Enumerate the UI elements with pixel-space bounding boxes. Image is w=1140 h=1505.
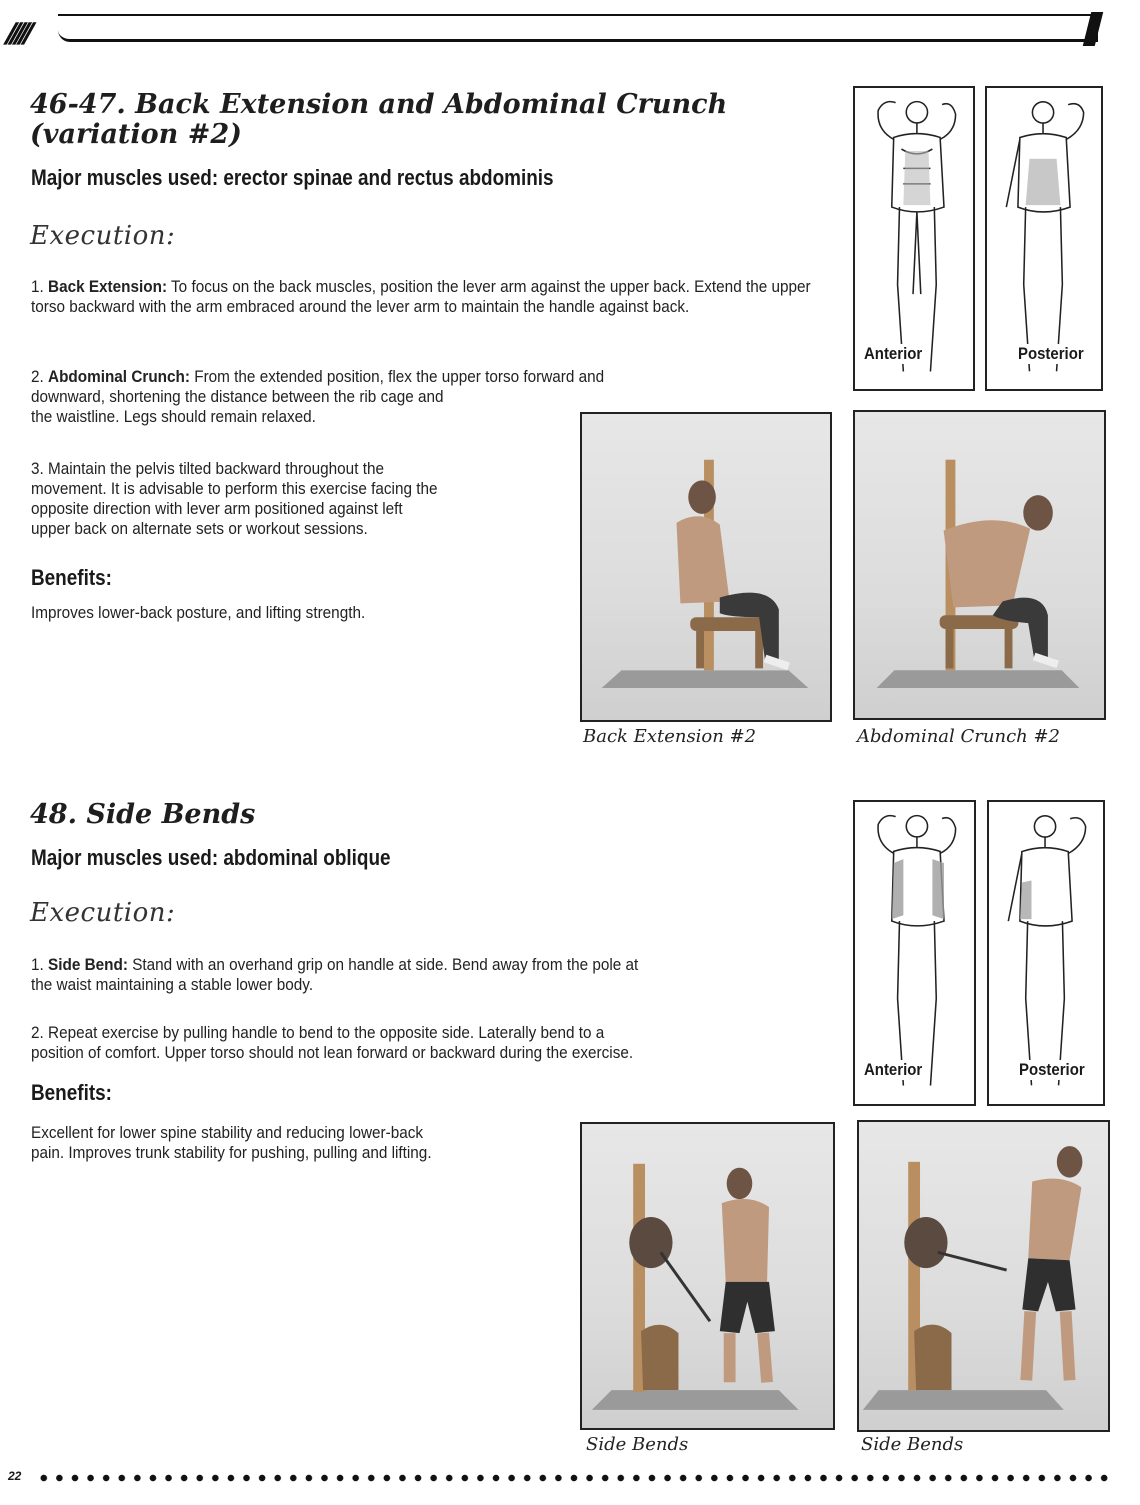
section2-benefits-heading: Benefits: [31, 1080, 112, 1105]
section1-major-muscles: Major muscles used: erector spinae and rectus abdominis [31, 165, 554, 190]
section2-major-muscles: Major muscles used: abdominal oblique [31, 845, 391, 870]
header-slashes: ///// [3, 18, 31, 51]
back-extension-figure [582, 414, 830, 720]
section1-caption-right: Abdominal Crunch #2 [857, 726, 1061, 747]
section2-execution-heading: Execution: [30, 898, 176, 928]
section1-benefits-text: Improves lower-back posture, and lifting strength. [31, 603, 366, 622]
header-bar [58, 14, 1098, 42]
abdominal-crunch-figure [855, 412, 1104, 718]
section1-step2: 2. Abdominal Crunch: From the extended position, flex the upper torso forward and downward, shortening the distance between the rib cage and the waistline. Legs should remain relaxed. [31, 367, 605, 426]
section1-benefits-heading: Benefits: [31, 565, 112, 590]
section1-caption-left: Back Extension #2 [583, 726, 757, 747]
section1-step3: 3. Maintain the pelvis tilted backward throughout the movement. It is advisable to perform this exercise facing the opposite direction with lever arm positioned against left upper back on alternate sets or workout sessions. [31, 459, 438, 538]
side-bends-figure [582, 1124, 833, 1428]
section1-step1: 1. Back Extension: To focus on the back muscles, position the lever arm against the upper back. Extend the upper torso backward with the arm embraced around the lever arm to maintain the handle against back. [31, 277, 811, 316]
page-number: 22 [8, 1469, 22, 1483]
posterior-figure-icon [989, 802, 1103, 1104]
anterior-figure-icon [855, 802, 974, 1104]
step2-label: Abdominal Crunch: [48, 367, 190, 386]
step1-label: Back Extension: [48, 277, 168, 296]
side-bends-photo-left [580, 1122, 835, 1430]
side-bends-figure [859, 1122, 1108, 1430]
side-bends-photo-right [857, 1120, 1110, 1432]
section2-caption-right: Side Bends [861, 1434, 964, 1455]
section2-caption-left: Side Bends [586, 1434, 689, 1455]
section2-title: 48. Side Bends [30, 799, 256, 830]
section2-anterior-label: Anterior [864, 1060, 923, 1079]
side-bend-label: Side Bend: [48, 955, 128, 974]
back-extension-photo [580, 412, 832, 722]
section1-title-line2: (variation #2) [30, 119, 242, 150]
section1-anterior-label: Anterior [864, 344, 923, 363]
section2-step1: 1. Side Bend: Stand with an overhand grip on handle at side. Bend away from the pole at the waist maintaining a stable lower body. [31, 955, 639, 994]
section2-benefits-text: Excellent for lower spine stability and reducing lower-back pain. Improves trunk stability for pushing, pulling and lifting. [31, 1123, 432, 1162]
abdominal-crunch-photo [853, 410, 1106, 720]
section1-execution-heading: Execution: [30, 221, 176, 251]
section1-title-line1: 46-47. Back Extension and Abdominal Crunch [30, 89, 728, 120]
section2-step2: 2. Repeat exercise by pulling handle to bend to the opposite side. Laterally bend to a position of comfort. Upper torso should not lean forward or backward during the exercise. [31, 1023, 634, 1062]
step1-text: To focus on the back muscles, position the lever arm against the upper back. Extend the upper torso backward with the arm embraced around the lever arm to maintain the handle against back. [31, 277, 811, 316]
section1-posterior-label: Posterior [1018, 344, 1084, 363]
section2-posterior-label: Posterior [1019, 1060, 1085, 1079]
footer-dot-rule [36, 1473, 1116, 1483]
